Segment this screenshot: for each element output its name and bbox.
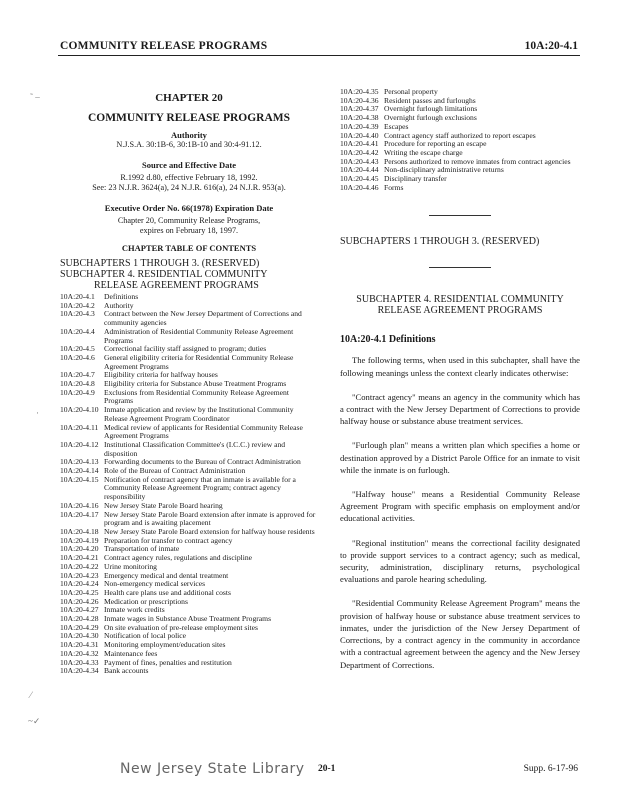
body-subchapter-4-title: RELEASE AGREEMENT PROGRAMS: [377, 305, 543, 317]
toc-entry: [60, 310, 318, 327]
toc-entry-code: 10A:20-4.31: [60, 640, 99, 650]
toc-entry-title: Contract agency rules, regulations and discipline: [104, 553, 253, 563]
definition-rcra-program: "Residential Community Release Agreement Program" means the provision of halfway house or substance abuse treatment services to inmates, under the jurisdiction of the New Jersey Department of Corrections, by a contract agency in the community in accordance with a contractual agreement between the agency and the New Jersey Department of Corrections.: [340, 598, 580, 670]
toc-entry-code: 10A:20-4.18: [60, 526, 99, 536]
toc-entry-code: 10A:20-4.20: [60, 544, 99, 554]
toc-entry-code: 10A:20-4.28: [60, 614, 99, 624]
body-subchapter-4-title: SUBCHAPTER 4. RESIDENTIAL COMMUNITY: [356, 294, 564, 306]
toc-entry: [60, 476, 318, 502]
margin-mark: ~✓: [28, 716, 41, 726]
source-line: R.1992 d.80, effective February 18, 1992.: [120, 173, 258, 182]
toc-entry-code: 10A:20-4.36: [340, 95, 379, 105]
margin-mark: ˜ –: [30, 92, 40, 102]
running-header-section: 10A:20-4.1: [524, 40, 578, 52]
toc-entry-code: 10A:20-4.16: [60, 500, 99, 510]
toc-entry-title: Eligibility criteria for Substance Abuse Treatment Programs: [104, 379, 287, 389]
definition-contract-agency: "Contract agency" means an agency in the community which has a contract with the New Jersey Department of Corrections to provide halfway house or substance abuse treatment services.: [340, 391, 580, 427]
toc-entry-code: 10A:20-4.8: [60, 379, 95, 389]
toc-entry-code: 10A:20-4.7: [60, 370, 95, 380]
section-rule: [429, 267, 491, 268]
toc-entry-code: 10A:20-4.2: [60, 300, 95, 310]
toc-entry: [60, 424, 318, 441]
authority-heading: Authority: [171, 130, 207, 140]
toc-heading: CHAPTER TABLE OF CONTENTS: [121, 243, 257, 253]
toc-entry-code: 10A:20-4.19: [60, 535, 99, 545]
toc-entry-title: Definitions: [104, 292, 139, 301]
toc-entry-title: Contract between the New Jersey Department of Corrections and community agencies: [104, 309, 302, 328]
section-heading: 10A:20-4.1 Definitions: [340, 334, 436, 346]
toc-entry-title: Contract agency staff authorized to report escapes: [384, 130, 536, 140]
toc-entry: [60, 406, 318, 423]
toc-entry-title: Writing the escape charge: [384, 147, 463, 157]
section-rule: [429, 215, 491, 216]
toc-entry-code: 10A:20-4.45: [340, 174, 379, 184]
toc-entry-code: 10A:20-4.25: [60, 587, 99, 597]
toc-entry-title: New Jersey State Parole Board hearing: [104, 500, 223, 510]
toc-entry-code: 10A:20-4.29: [60, 622, 99, 632]
toc-entry-title: Urine monitoring: [104, 561, 157, 571]
toc-entry-code: 10A:20-4.5: [60, 344, 95, 354]
toc-entry-code: 10A:20-4.9: [60, 387, 95, 397]
toc-entry: [60, 667, 318, 676]
header-rule: [58, 55, 580, 56]
toc-entry-code: 10A:20-4.4: [60, 326, 95, 336]
toc-entry-code: 10A:20-4.27: [60, 605, 99, 615]
toc-entry-title: Overnight furlough exclusions: [384, 113, 477, 123]
toc-entry-code: 10A:20-4.17: [60, 509, 99, 519]
toc-entry-code: 10A:20-4.43: [340, 156, 379, 166]
body-subchapters-reserved: SUBCHAPTERS 1 THROUGH 3. (RESERVED): [340, 236, 540, 248]
toc-entry-code: 10A:20-4.34: [60, 666, 99, 676]
toc-entry-title: Payment of fines, penalties and restitution: [104, 657, 232, 667]
toc-entry-code: 10A:20-4.23: [60, 570, 99, 580]
left-column: [60, 88, 318, 676]
toc-entry-code: 10A:20-4.21: [60, 553, 99, 563]
toc-entry-title: Institutional Classification Committee's (I.C.C.) review and disposition: [104, 439, 286, 458]
toc-entry-code: 10A:20-4.15: [60, 474, 99, 484]
executive-order-heading: Executive Order No. 66(1978) Expiration Date: [104, 203, 274, 213]
toc-entry: [60, 328, 318, 345]
toc-entry-title: Administration of Residential Community Release Agreement Programs: [104, 326, 294, 345]
toc-entry-code: 10A:20-4.12: [60, 439, 99, 449]
toc-entry: [60, 389, 318, 406]
toc-entry-title: Forwarding documents to the Bureau of Contract Administration: [104, 457, 301, 467]
page-number: 20-1: [318, 764, 336, 774]
toc-entry-code: 10A:20-4.6: [60, 352, 95, 362]
toc-entry-code: 10A:20-4.3: [60, 309, 95, 319]
toc-entry: [60, 293, 318, 302]
toc-list: [60, 293, 318, 676]
definition-furlough-plan: "Furlough plan" means a written plan which specifies a home or destination approved by a District Parole Office for an inmate to visit while the inmate is on furlough.: [340, 440, 580, 475]
toc-entry-code: 10A:20-4.13: [60, 457, 99, 467]
toc-entry-code: 10A:20-4.39: [340, 121, 379, 131]
toc-entry: [60, 441, 318, 458]
toc-entry-title: Eligibility criteria for halfway houses: [104, 370, 218, 380]
toc-entry-title: Health care plans use and additional costs: [104, 587, 231, 597]
toc-entry-title: Emergency medical and dental treatment: [104, 570, 229, 580]
toc-entry-title: Preparation for transfer to contract agency: [104, 535, 233, 545]
toc-entry-title: Medication or prescriptions: [104, 596, 188, 606]
toc-entry: [340, 184, 580, 193]
toc-entry-title: Inmate wages in Substance Abuse Treatment Programs: [104, 614, 272, 624]
toc-entry-code: 10A:20-4.38: [340, 113, 379, 123]
toc-entry-title: Monitoring employment/education sites: [104, 640, 226, 650]
toc-entry-title: New Jersey State Parole Board extension for halfway house residents: [104, 526, 315, 536]
toc-entry-title: Non-emergency medical services: [104, 579, 206, 589]
toc-entry-title: On site evaluation of pre-release employment sites: [104, 622, 258, 632]
toc-entry-code: 10A:20-4.44: [340, 165, 379, 175]
toc-entry-title: Escapes: [384, 121, 409, 131]
toc-entry-title: Bank accounts: [104, 666, 149, 676]
toc-entry-title: Transportation of inmate: [104, 544, 180, 554]
chapter-name: COMMUNITY RELEASE PROGRAMS: [87, 112, 291, 124]
toc-subchapter-4-title: SUBCHAPTER 4. RESIDENTIAL COMMUNITY: [60, 269, 268, 280]
toc-subchapter-4-title: RELEASE AGREEMENT PROGRAMS: [94, 280, 259, 291]
toc-entry-code: 10A:20-4.35: [340, 87, 379, 96]
toc-entry-title: Procedure for reporting an escape: [384, 139, 487, 149]
authority-text: N.J.S.A. 30:1B-6, 30:1B-10 and 30:4-91.12.: [116, 140, 262, 149]
toc-entry-code: 10A:20-4.37: [340, 104, 379, 114]
toc-entry-title: Authority: [104, 300, 134, 310]
toc-entry-title: Persons authorized to remove inmates from contract agencies: [384, 156, 571, 166]
running-header-title: COMMUNITY RELEASE PROGRAMS: [60, 40, 268, 52]
toc-entry-title: Notification of local police: [104, 631, 187, 641]
toc-entry-code: 10A:20-4.30: [60, 631, 99, 641]
toc-entry-code: 10A:20-4.46: [340, 182, 379, 192]
toc-entry-code: 10A:20-4.10: [60, 405, 99, 415]
toc-entry-code: 10A:20-4.42: [340, 147, 379, 157]
right-column: [340, 88, 580, 671]
toc-entry: [60, 511, 318, 528]
source-heading: Source and Effective Date: [141, 160, 237, 170]
toc-entry-code: 10A:20-4.24: [60, 579, 99, 589]
executive-order-line: Chapter 20, Community Release Programs,: [117, 216, 261, 225]
toc-entry-code: 10A:20-4.40: [340, 130, 379, 140]
definition-halfway-house: "Halfway house" means a Residential Community Release Agreement Program with specific emphasis on employment and/or educational activities.: [340, 489, 580, 524]
margin-mark: ·: [36, 408, 39, 418]
toc-entry-title: Exclusions from Residential Community Release Agreement Programs: [104, 387, 289, 406]
toc-entry-title: New Jersey State Parole Board extension after inmate is approved for program and is awaiting placement: [104, 509, 316, 528]
chapter-label: CHAPTER 20: [155, 92, 223, 104]
toc-entry-title: Personal property: [384, 87, 438, 96]
library-watermark: New Jersey State Library: [120, 761, 305, 777]
toc-entry-title: Notification of contract agency that an inmate is available for a Community Release Agreement Program; contract agency responsibility: [104, 474, 296, 502]
toc-entry-title: Role of the Bureau of Contract Administration: [104, 466, 246, 476]
toc-entry-title: General eligibility criteria for Residential Community Release Agreement Programs: [104, 352, 294, 371]
margin-mark: ⁄: [30, 690, 32, 700]
toc-entry-title: Maintenance fees: [104, 648, 158, 658]
executive-order-line: expires on February 18, 1997.: [139, 226, 239, 235]
source-line: See: 23 N.J.R. 3624(a), 24 N.J.R. 616(a), 24 N.J.R. 953(a).: [92, 183, 286, 192]
toc-entry-title: Medical review of applicants for Residential Community Release Agreement Programs: [104, 422, 303, 441]
toc-entry-title: Overnight furlough limitations: [384, 104, 478, 114]
body-paragraph: The following terms, when used in this subchapter, shall have the following meanings unless the context clearly indicates otherwise:: [340, 355, 580, 378]
toc-entry-code: 10A:20-4.22: [60, 561, 99, 571]
toc-entry-code: 10A:20-4.11: [60, 422, 99, 432]
toc-entry-code: 10A:20-4.26: [60, 596, 99, 606]
toc-entry-title: Inmate application and review by the Institutional Community Release Agreement Program Coordinator: [104, 405, 294, 423]
toc-entry-title: Forms: [384, 182, 404, 192]
toc-entry-code: 10A:20-4.41: [340, 139, 379, 149]
toc-subchapters-reserved: SUBCHAPTERS 1 THROUGH 3. (RESERVED): [60, 258, 260, 269]
toc-entry-title: Disciplinary transfer: [384, 174, 447, 184]
toc-entry-code: 10A:20-4.32: [60, 648, 99, 658]
toc-entry-title: Inmate work credits: [104, 605, 165, 615]
toc-entry-code: 10A:20-4.1: [60, 292, 95, 301]
toc-entry-title: Correctional facility staff assigned to program; duties: [104, 344, 267, 354]
toc-entry-code: 10A:20-4.14: [60, 466, 99, 476]
supplement-date: Supp. 6-17-96: [523, 764, 578, 774]
toc-entry-code: 10A:20-4.33: [60, 657, 99, 667]
toc-entry-title: Resident passes and furloughs: [384, 95, 476, 105]
toc-entry-title: Non-disciplinary administrative returns: [384, 165, 504, 175]
toc-entry: [60, 354, 318, 371]
definition-regional-institution: "Regional institution" means the correctional facility designated to provide support services to a contract agency; such as medical, security, administration, disciplinary returns, psychological evaluations and parole hearing scheduling.: [340, 537, 580, 585]
toc-list-continued: [340, 88, 580, 192]
